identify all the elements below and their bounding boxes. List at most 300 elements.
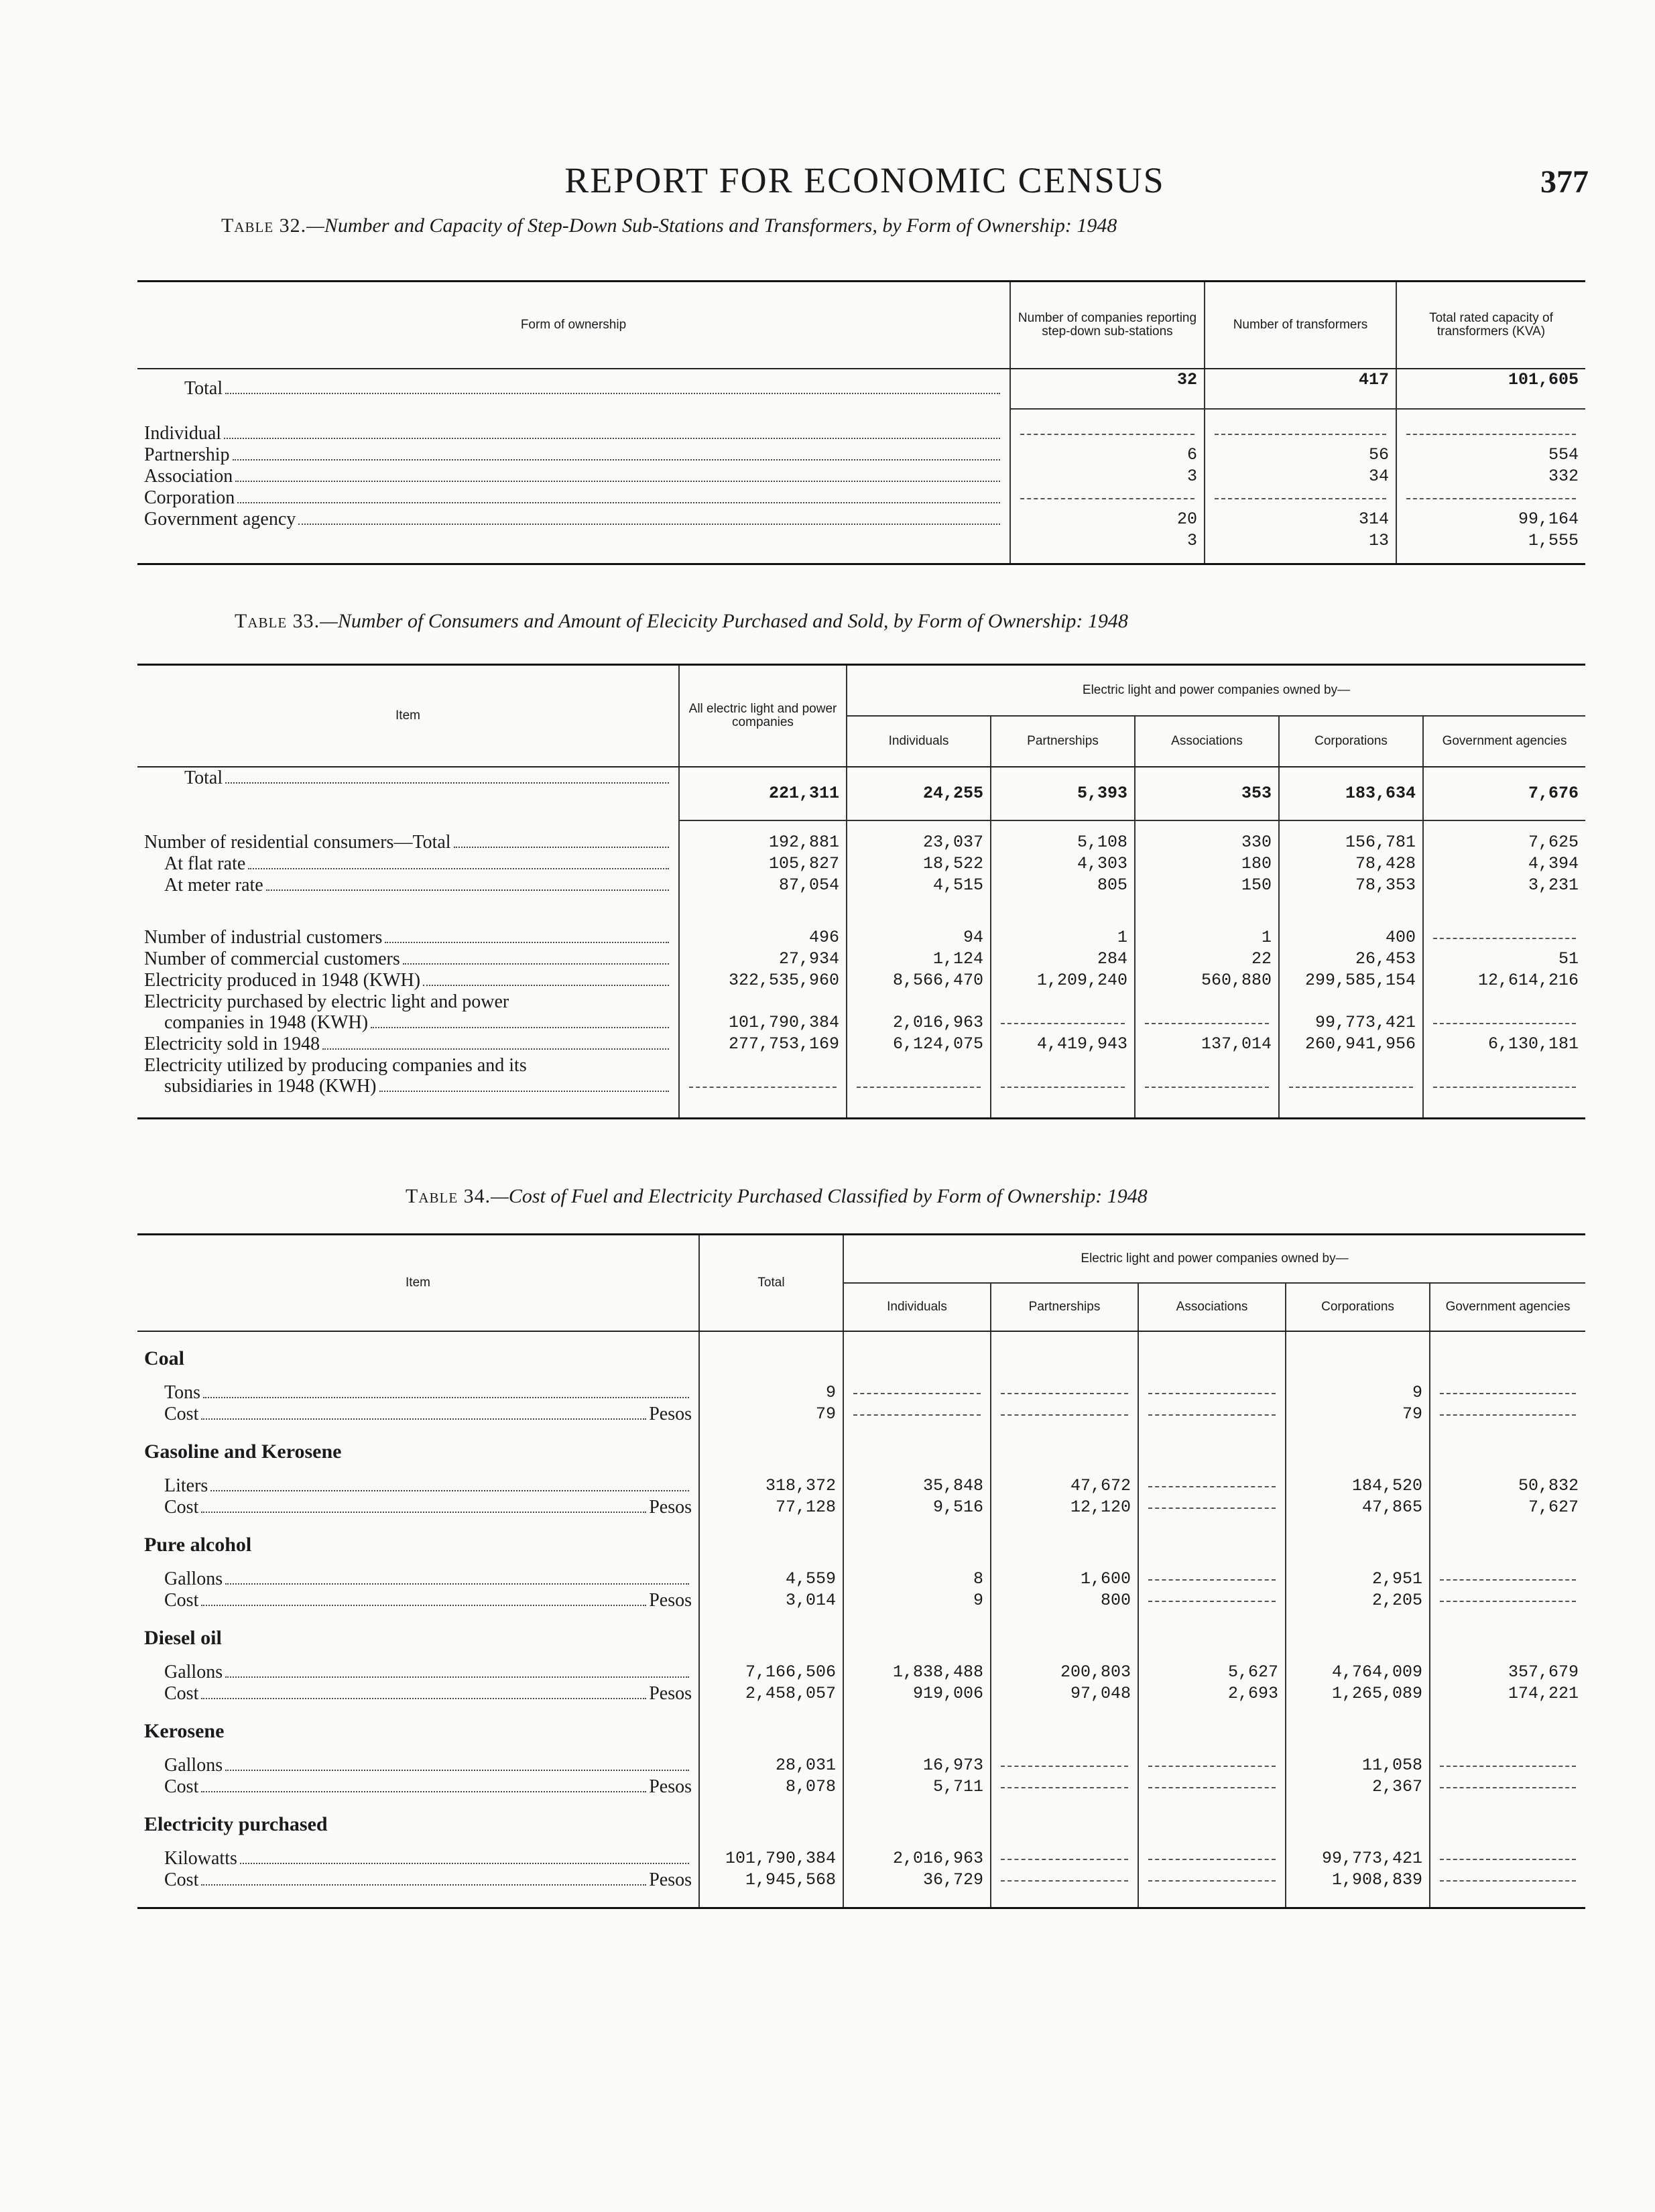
t32-row	[137, 423, 1585, 444]
value-cell	[1138, 1497, 1286, 1518]
spacer-cell	[137, 551, 1010, 564]
spacer-cell	[991, 820, 1135, 832]
t34-header-item: Item	[137, 1235, 699, 1331]
t34-label-cell	[137, 1755, 699, 1776]
dot-leader	[224, 438, 1000, 439]
empty-cell-leader	[853, 1404, 981, 1416]
value-cell	[847, 1055, 991, 1076]
row-label: At meter rate	[164, 874, 263, 896]
value-cell: 330	[1135, 832, 1279, 853]
value-cell	[1135, 1076, 1279, 1097]
spacer-cell	[699, 1705, 843, 1755]
label-leader	[164, 1475, 692, 1497]
value-cell: 32	[1010, 369, 1205, 409]
value-cell: 9	[699, 1382, 843, 1404]
t33-row	[137, 1055, 1585, 1076]
value-cell: 6,124,075	[847, 1034, 991, 1055]
spacer-cell	[1138, 1891, 1286, 1908]
value-cell: 417	[1205, 369, 1396, 409]
empty-cell-leader	[1433, 1012, 1576, 1024]
value-cell	[1138, 1869, 1286, 1891]
spacer-cell	[699, 1611, 843, 1662]
t34-group-title: Diesel oil	[144, 1626, 222, 1649]
spacer-cell	[991, 1798, 1138, 1848]
spacer-cell	[991, 1891, 1138, 1908]
dot-leader	[225, 1770, 689, 1771]
label-leader	[164, 1404, 692, 1425]
unit-label: Pesos	[649, 1869, 692, 1890]
t32-label-cell	[137, 509, 1010, 530]
spacer-cell	[1286, 1425, 1430, 1475]
value-cell	[1430, 1569, 1585, 1590]
empty-cell-leader	[1440, 1848, 1576, 1860]
t34-row	[137, 1475, 1585, 1497]
empty-cell-leader	[1001, 1848, 1128, 1860]
value-cell	[1138, 1475, 1286, 1497]
t32-header-companies: Number of companies reporting step-down sub-stations	[1010, 282, 1205, 369]
spacer-cell	[1423, 820, 1585, 832]
empty-cell-leader	[1001, 1382, 1128, 1394]
spacer-cell	[843, 1425, 991, 1475]
t33-row	[137, 970, 1585, 991]
value-cell: 97,048	[991, 1683, 1138, 1705]
value-cell	[1138, 1776, 1286, 1798]
value-cell	[991, 991, 1135, 1012]
value-cell: 34	[1205, 466, 1396, 487]
value-cell: 3,231	[1423, 875, 1585, 896]
value-cell	[843, 1382, 991, 1404]
value-cell	[1138, 1755, 1286, 1776]
value-cell: 1	[1135, 927, 1279, 948]
t34-label-cell	[137, 1776, 699, 1798]
label-leader	[164, 1755, 692, 1776]
spacer-cell	[991, 1331, 1138, 1382]
unit-label: Pesos	[649, 1589, 692, 1611]
spacer-cell	[679, 1097, 847, 1119]
row-label: Electricity purchased by electric light and power	[144, 991, 509, 1012]
row-label: Electricity sold in 1948	[144, 1033, 320, 1054]
value-cell	[1423, 1012, 1585, 1034]
empty-cell-leader	[1145, 1012, 1269, 1024]
spacer-cell	[1430, 1425, 1585, 1475]
spacer-cell	[991, 1611, 1138, 1662]
spacer-cell	[1430, 1518, 1585, 1569]
value-cell: 35,848	[843, 1475, 991, 1497]
t33-row	[137, 1076, 1585, 1097]
value-cell: 6	[1010, 444, 1205, 466]
empty-cell-leader	[1001, 1755, 1128, 1767]
dot-leader	[225, 1676, 689, 1678]
value-cell: 800	[991, 1590, 1138, 1611]
t32-row	[137, 530, 1585, 551]
spacer-cell	[1423, 896, 1585, 927]
value-cell: 318,372	[699, 1475, 843, 1497]
row-label: Partnership	[144, 444, 230, 465]
spacer-cell	[1138, 1331, 1286, 1382]
empty-cell-leader	[1001, 1012, 1125, 1024]
value-cell: 16,973	[843, 1755, 991, 1776]
dot-leader	[201, 1791, 646, 1792]
empty-cell-leader	[1145, 1076, 1269, 1088]
value-cell: 3	[1010, 466, 1205, 487]
value-cell: 2,693	[1138, 1683, 1286, 1705]
table32	[137, 280, 1585, 565]
value-cell: 7,166,506	[699, 1662, 843, 1683]
table34	[137, 1233, 1585, 1909]
value-cell: 8,078	[699, 1776, 843, 1798]
spacer-cell	[847, 1097, 991, 1119]
t34-header-individuals: Individuals	[843, 1283, 991, 1331]
value-cell: 2,016,963	[847, 1012, 991, 1034]
value-cell: 137,014	[1135, 1034, 1279, 1055]
spacer-cell	[991, 1097, 1135, 1119]
t33-label-cell	[137, 767, 679, 820]
dot-leader	[225, 782, 669, 784]
row-label: Cost	[164, 1869, 199, 1890]
value-cell: 2,205	[1286, 1590, 1430, 1611]
spacer-cell	[137, 409, 1010, 423]
row-label: Cost	[164, 1403, 199, 1424]
spacer-cell	[1138, 1518, 1286, 1569]
t33-total-row	[137, 767, 1585, 820]
t33-label-cell	[137, 1055, 679, 1076]
table32-lead: Table 32.	[221, 214, 307, 237]
spacer-cell	[1205, 551, 1396, 564]
dot-leader	[233, 459, 1000, 460]
empty-cell-leader	[1433, 927, 1576, 939]
spacer-cell	[1430, 1331, 1585, 1382]
t34-label-cell	[137, 1569, 699, 1590]
label-leader	[164, 1776, 692, 1798]
t33-row	[137, 948, 1585, 970]
t33-label-cell	[137, 875, 679, 896]
t32-row	[137, 509, 1585, 530]
empty-cell-leader	[1148, 1497, 1276, 1509]
value-cell: 1,209,240	[991, 970, 1135, 991]
table34-caption-text: —Cost of Fuel and Electricity Purchased Classified by Form of Ownership: 1948	[491, 1185, 1148, 1207]
t33-label-cell	[137, 1034, 679, 1055]
empty-cell-leader	[1433, 1076, 1576, 1088]
dot-leader	[225, 393, 1000, 394]
value-cell: 51	[1423, 948, 1585, 970]
t34-body	[137, 1331, 1585, 1908]
value-cell: 8,566,470	[847, 970, 991, 991]
row-label: Total	[184, 378, 223, 399]
t32-label-cell	[137, 444, 1010, 466]
dot-leader	[237, 502, 1000, 503]
t34-label-cell	[137, 1475, 699, 1497]
value-cell: 200,803	[991, 1662, 1138, 1683]
value-cell: 78,353	[1279, 875, 1423, 896]
value-cell: 99,773,421	[1286, 1848, 1430, 1869]
t33-label-cell	[137, 832, 679, 853]
value-cell: 5,108	[991, 832, 1135, 853]
spacer-cell	[679, 820, 847, 832]
label-leader	[164, 1076, 672, 1097]
value-cell	[991, 1404, 1138, 1425]
spacer-cell	[699, 1891, 843, 1908]
value-cell: 20	[1010, 509, 1205, 530]
t34-label-cell	[137, 1382, 699, 1404]
t34-label-cell	[137, 1662, 699, 1683]
empty-cell-leader	[1001, 1869, 1128, 1882]
value-cell: 22	[1135, 948, 1279, 970]
row-label: Cost	[164, 1776, 199, 1797]
row-label: Association	[144, 465, 233, 487]
page-header	[141, 160, 1589, 213]
value-cell: 27,934	[679, 948, 847, 970]
row-label: Cost	[164, 1496, 199, 1518]
spacer-cell	[1430, 1611, 1585, 1662]
t34-label-cell	[137, 1497, 699, 1518]
spacer-cell	[1430, 1705, 1585, 1755]
value-cell: 24,255	[847, 767, 991, 820]
value-cell	[1423, 991, 1585, 1012]
empty-cell-leader	[1148, 1569, 1276, 1581]
dot-leader	[201, 1512, 646, 1513]
label-leader	[164, 1683, 692, 1705]
t34-row	[137, 1404, 1585, 1425]
value-cell	[1423, 927, 1585, 948]
dot-leader	[201, 1605, 646, 1606]
row-label: Electricity utilized by producing companies and its	[144, 1054, 527, 1076]
t33-label-cell	[137, 970, 679, 991]
value-cell: 3	[1010, 530, 1205, 551]
dot-leader	[322, 1048, 669, 1050]
unit-label: Pesos	[649, 1682, 692, 1704]
value-cell	[991, 1012, 1135, 1034]
dot-leader	[210, 1490, 689, 1491]
empty-cell-leader	[1148, 1776, 1276, 1788]
row-label: Total	[184, 767, 223, 788]
label-leader	[164, 1662, 692, 1683]
spacer-row	[137, 820, 1585, 832]
value-cell	[1396, 423, 1585, 444]
spacer-cell	[1286, 1331, 1430, 1382]
value-cell	[1135, 991, 1279, 1012]
label-leader	[144, 1055, 672, 1076]
spacer-cell	[843, 1518, 991, 1569]
t34-header-associations: Associations	[1138, 1283, 1286, 1331]
value-cell	[1138, 1569, 1286, 1590]
row-label: Kilowatts	[164, 1847, 237, 1869]
spacer-cell	[991, 896, 1135, 927]
t34-group-title: Gasoline and Kerosene	[144, 1440, 342, 1463]
value-cell: 7,676	[1423, 767, 1585, 820]
spacer-cell	[1279, 1097, 1423, 1119]
value-cell: 4,764,009	[1286, 1662, 1430, 1683]
dot-leader	[454, 847, 669, 848]
spacer-cell	[991, 1425, 1138, 1475]
value-cell: 400	[1279, 927, 1423, 948]
spacer-cell	[843, 1798, 991, 1848]
t32-label-cell	[137, 466, 1010, 487]
value-cell	[1205, 487, 1396, 509]
empty-cell-leader	[1440, 1776, 1576, 1788]
spacer-cell	[843, 1611, 991, 1662]
dot-leader	[201, 1698, 646, 1699]
value-cell	[1138, 1382, 1286, 1404]
value-cell: 1,945,568	[699, 1869, 843, 1891]
value-cell: 12,614,216	[1423, 970, 1585, 991]
value-cell: 47,672	[991, 1475, 1138, 1497]
t34-group-row	[137, 1425, 1585, 1475]
t34-group-row	[137, 1518, 1585, 1569]
spacer-cell	[1010, 409, 1205, 423]
value-cell: 1,908,839	[1286, 1869, 1430, 1891]
empty-cell-leader	[1020, 423, 1194, 435]
value-cell	[1279, 1076, 1423, 1097]
t34-group-title: Kerosene	[144, 1719, 225, 1742]
label-leader	[164, 875, 672, 896]
value-cell: 174,221	[1430, 1683, 1585, 1705]
value-cell: 221,311	[679, 767, 847, 820]
t33-header-corporations: Corporations	[1279, 716, 1423, 767]
spacer-cell	[137, 1891, 699, 1908]
value-cell: 101,605	[1396, 369, 1585, 409]
value-cell	[1010, 487, 1205, 509]
value-cell	[1279, 991, 1423, 1012]
value-cell	[991, 1055, 1135, 1076]
t34-header-corporations: Corporations	[1286, 1283, 1430, 1331]
value-cell	[991, 1776, 1138, 1798]
label-leader	[164, 1382, 692, 1404]
t32-header-form: Form of ownership	[137, 282, 1010, 369]
dot-leader	[266, 889, 669, 891]
value-cell	[991, 1869, 1138, 1891]
t34-group-row	[137, 1331, 1585, 1382]
empty-cell-leader	[1289, 1076, 1413, 1088]
row-label: Gallons	[164, 1661, 223, 1682]
empty-cell-leader	[1148, 1869, 1276, 1882]
t33-header-partnerships: Partnerships	[991, 716, 1135, 767]
value-cell: 5,711	[843, 1776, 991, 1798]
value-cell: 12,120	[991, 1497, 1138, 1518]
value-cell: 9,516	[843, 1497, 991, 1518]
label-leader	[144, 444, 1003, 466]
t34-row	[137, 1869, 1585, 1891]
spacer-cell	[137, 820, 679, 832]
value-cell	[1430, 1382, 1585, 1404]
value-cell: 5,627	[1138, 1662, 1286, 1683]
value-cell: 353	[1135, 767, 1279, 820]
value-cell: 4,419,943	[991, 1034, 1135, 1055]
t34-label-cell	[137, 1590, 699, 1611]
spacer-cell	[991, 1705, 1138, 1755]
page-number: 377	[1540, 164, 1589, 200]
value-cell: 805	[991, 875, 1135, 896]
label-leader	[144, 970, 672, 991]
spacer-cell	[1396, 409, 1585, 423]
value-cell: 284	[991, 948, 1135, 970]
t32-row	[137, 466, 1585, 487]
value-cell	[1135, 1012, 1279, 1034]
empty-cell-leader	[853, 1382, 981, 1394]
t34-group-row	[137, 1611, 1585, 1662]
t32-header-transformers: Number of transformers	[1205, 282, 1396, 369]
spacer-cell	[843, 1891, 991, 1908]
spacer-cell	[1286, 1611, 1430, 1662]
label-leader	[164, 1569, 692, 1590]
value-cell: 3,014	[699, 1590, 843, 1611]
spacer-cell	[1138, 1425, 1286, 1475]
t32-total-row	[137, 369, 1585, 409]
value-cell: 79	[699, 1404, 843, 1425]
value-cell: 105,827	[679, 853, 847, 875]
dot-leader	[423, 985, 669, 986]
empty-cell-leader	[1440, 1382, 1576, 1394]
empty-cell-leader	[1148, 1848, 1276, 1860]
t34-label-cell	[137, 1848, 699, 1869]
label-leader	[164, 1590, 692, 1611]
row-label: Electricity produced in 1948 (KWH)	[144, 969, 421, 991]
table33-caption-text: —Number of Consumers and Amount of Elecicity Purchased and Sold, by Form of Ownership: 1948	[320, 610, 1128, 632]
row-label: Corporation	[144, 487, 235, 508]
spacer-cell	[1135, 1097, 1279, 1119]
t33-header-group: Electric light and power companies owned by—	[847, 665, 1585, 716]
spacer-cell	[1286, 1798, 1430, 1848]
value-cell	[1396, 487, 1585, 509]
t34-label-cell	[137, 1683, 699, 1705]
empty-cell-leader	[1020, 487, 1194, 499]
row-label: companies in 1948 (KWH)	[164, 1011, 369, 1033]
spacer-cell	[699, 1518, 843, 1569]
empty-cell-leader	[1215, 487, 1386, 499]
label-leader	[164, 1869, 692, 1891]
t33-header-government: Government agencies	[1423, 716, 1585, 767]
t34-group-title: Coal	[144, 1347, 184, 1369]
label-leader	[144, 509, 1003, 530]
t33-label-cell	[137, 927, 679, 948]
spacer-cell	[1138, 1611, 1286, 1662]
t34-row	[137, 1569, 1585, 1590]
row-label: Cost	[164, 1589, 199, 1611]
spacer-cell	[991, 1518, 1138, 1569]
t33-row	[137, 1012, 1585, 1034]
t34-row	[137, 1590, 1585, 1611]
value-cell: 1,555	[1396, 530, 1585, 551]
empty-cell-leader	[1440, 1569, 1576, 1581]
value-cell: 99,773,421	[1279, 1012, 1423, 1034]
empty-cell-leader	[689, 1076, 837, 1088]
spacer-cell	[1138, 1798, 1286, 1848]
spacer-cell	[1135, 896, 1279, 927]
value-cell: 78,428	[1279, 853, 1423, 875]
value-cell: 277,753,169	[679, 1034, 847, 1055]
t33-label-cell	[137, 991, 679, 1012]
value-cell: 4,394	[1423, 853, 1585, 875]
value-cell	[991, 1848, 1138, 1869]
t33-label-cell	[137, 1012, 679, 1034]
empty-cell-leader	[1440, 1869, 1576, 1882]
value-cell: 560,880	[1135, 970, 1279, 991]
empty-cell-leader	[1148, 1382, 1276, 1394]
value-cell: 5,393	[991, 767, 1135, 820]
label-leader	[164, 853, 672, 875]
label-leader	[144, 948, 672, 970]
t34-label-cell	[137, 1869, 699, 1891]
table32-caption	[221, 214, 1117, 237]
t32-label-cell	[137, 369, 1010, 409]
dot-leader	[203, 1397, 689, 1398]
value-cell: 314	[1205, 509, 1396, 530]
empty-cell-leader	[1001, 1776, 1128, 1788]
dot-leader	[248, 868, 669, 869]
value-cell: 28,031	[699, 1755, 843, 1776]
value-cell	[1430, 1776, 1585, 1798]
value-cell	[1138, 1848, 1286, 1869]
value-cell	[1138, 1404, 1286, 1425]
